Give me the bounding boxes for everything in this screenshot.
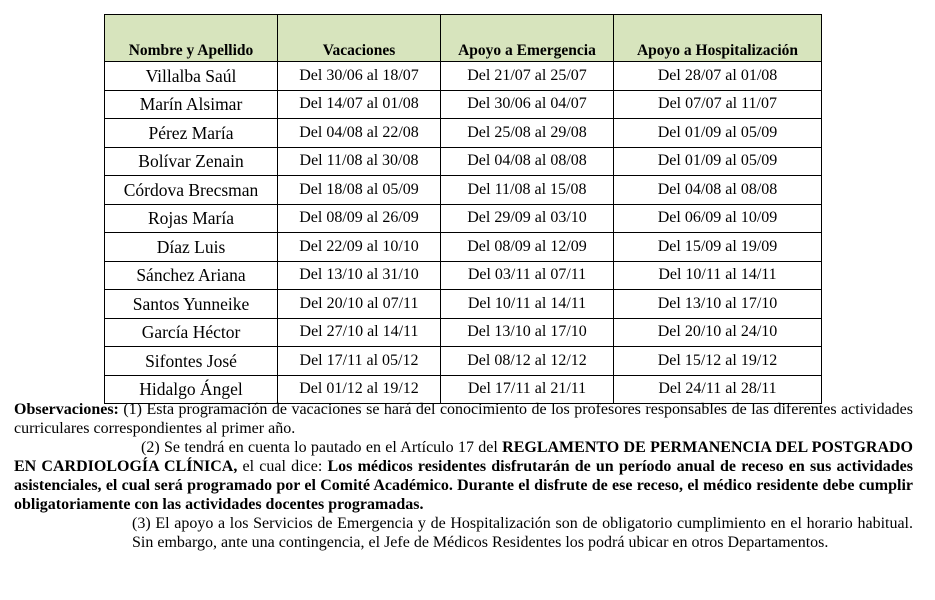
cell-hospitalizacion: Del 15/12 al 19/12 (614, 347, 822, 376)
cell-emergencia: Del 21/07 al 25/07 (441, 62, 614, 91)
cell-emergencia: Del 17/11 al 21/11 (441, 375, 614, 404)
cell-emergencia: Del 11/08 al 15/08 (441, 176, 614, 205)
observations-label: Observaciones: (14, 401, 119, 418)
cell-hospitalizacion: Del 04/08 al 08/08 (614, 176, 822, 205)
observation-1 (14, 400, 913, 438)
table-row (105, 204, 822, 233)
cell-emergencia: Del 25/08 al 29/08 (441, 119, 614, 148)
cell-emergencia: Del 08/09 al 12/09 (441, 233, 614, 262)
cell-name: Córdova Brecsman (105, 176, 278, 205)
observation-2-intro: (2) Se tendrá en cuenta lo pautado en el Artículo 17 del (141, 439, 503, 456)
cell-name: Villalba Saúl (105, 62, 278, 91)
cell-hospitalizacion: Del 07/07 al 11/07 (614, 90, 822, 119)
cell-vacaciones: Del 20/10 al 07/11 (278, 290, 441, 319)
cell-vacaciones: Del 22/09 al 10/10 (278, 233, 441, 262)
cell-emergencia: Del 10/11 al 14/11 (441, 290, 614, 319)
cell-name: Santos Yunneike (105, 290, 278, 319)
table-row (105, 261, 822, 290)
cell-emergencia: Del 29/09 al 03/10 (441, 204, 614, 233)
cell-hospitalizacion: Del 01/09 al 05/09 (614, 147, 822, 176)
table-row (105, 176, 822, 205)
observation-2 (14, 438, 913, 514)
cell-name: Sánchez Ariana (105, 261, 278, 290)
observations-section (14, 400, 913, 552)
cell-hospitalizacion: Del 06/09 al 10/09 (614, 204, 822, 233)
cell-hospitalizacion: Del 01/09 al 05/09 (614, 119, 822, 148)
observation-3: (3) El apoyo a los Servicios de Emergencia y de Hospitalización son de obligatorio cumplimiento en el horario habitual. Sin embargo, ante una contingencia, el Jefe de Médicos Residentes los podrá ubicar en otros Departamentos. (132, 515, 913, 551)
table-row (105, 233, 822, 262)
cell-emergencia: Del 08/12 al 12/12 (441, 347, 614, 376)
table-row (105, 90, 822, 119)
table-row (105, 147, 822, 176)
cell-name: Hidalgo Ángel (105, 375, 278, 404)
cell-vacaciones: Del 14/07 al 01/08 (278, 90, 441, 119)
cell-vacaciones: Del 11/08 al 30/08 (278, 147, 441, 176)
cell-vacaciones: Del 30/06 al 18/07 (278, 62, 441, 91)
schedule-table (104, 14, 822, 404)
cell-hospitalizacion: Del 24/11 al 28/11 (614, 375, 822, 404)
cell-vacaciones: Del 18/08 al 05/09 (278, 176, 441, 205)
observation-1-text: (1) Esta programación de vacaciones se hará del conocimiento de los profesores responsables de las diferentes actividades curriculares correspondientes al primer año. (14, 401, 913, 437)
cell-hospitalizacion: Del 20/10 al 24/10 (614, 318, 822, 347)
observation-2-connector: el cual dice: (237, 458, 328, 475)
cell-emergencia: Del 13/10 al 17/10 (441, 318, 614, 347)
regulation-quote: Los médicos residentes disfrutarán de un período anual de receso en sus actividades asistenciales, el cual será programado por el Comité Académico. Durante el disfrute de ese receso, el médico residente debe cumplir obligatoriamente con las actividades docentes programadas. (14, 458, 913, 513)
table-row (105, 119, 822, 148)
cell-emergencia: Del 30/06 al 04/07 (441, 90, 614, 119)
header-hospitalizacion: Apoyo a Hospitalización (614, 15, 822, 62)
cell-emergencia: Del 03/11 al 07/11 (441, 261, 614, 290)
cell-hospitalizacion: Del 15/09 al 19/09 (614, 233, 822, 262)
table-row (105, 62, 822, 91)
cell-name: Sifontes José (105, 347, 278, 376)
table-body (105, 62, 822, 404)
cell-name: García Héctor (105, 318, 278, 347)
table-header-row (105, 15, 822, 62)
cell-name: Pérez María (105, 119, 278, 148)
cell-name: Marín Alsimar (105, 90, 278, 119)
cell-vacaciones: Del 08/09 al 26/09 (278, 204, 441, 233)
cell-hospitalizacion: Del 13/10 al 17/10 (614, 290, 822, 319)
cell-hospitalizacion: Del 28/07 al 01/08 (614, 62, 822, 91)
regulation-title: REGLAMENTO DE PERMANENCIA DEL POSTGRADO EN CARDIOLOGÍA CLÍNICA, (14, 439, 913, 475)
cell-vacaciones: Del 04/08 al 22/08 (278, 119, 441, 148)
table-row (105, 318, 822, 347)
table-row (105, 347, 822, 376)
cell-vacaciones: Del 13/10 al 31/10 (278, 261, 441, 290)
cell-hospitalizacion: Del 10/11 al 14/11 (614, 261, 822, 290)
header-emergencia: Apoyo a Emergencia (441, 15, 614, 62)
header-name: Nombre y Apellido (105, 15, 278, 62)
cell-vacaciones: Del 17/11 al 05/12 (278, 347, 441, 376)
cell-vacaciones: Del 27/10 al 14/11 (278, 318, 441, 347)
cell-emergencia: Del 04/08 al 08/08 (441, 147, 614, 176)
header-vacaciones: Vacaciones (278, 15, 441, 62)
table-row (105, 290, 822, 319)
cell-name: Bolívar Zenain (105, 147, 278, 176)
cell-name: Rojas María (105, 204, 278, 233)
cell-name: Díaz Luis (105, 233, 278, 262)
cell-vacaciones: Del 01/12 al 19/12 (278, 375, 441, 404)
